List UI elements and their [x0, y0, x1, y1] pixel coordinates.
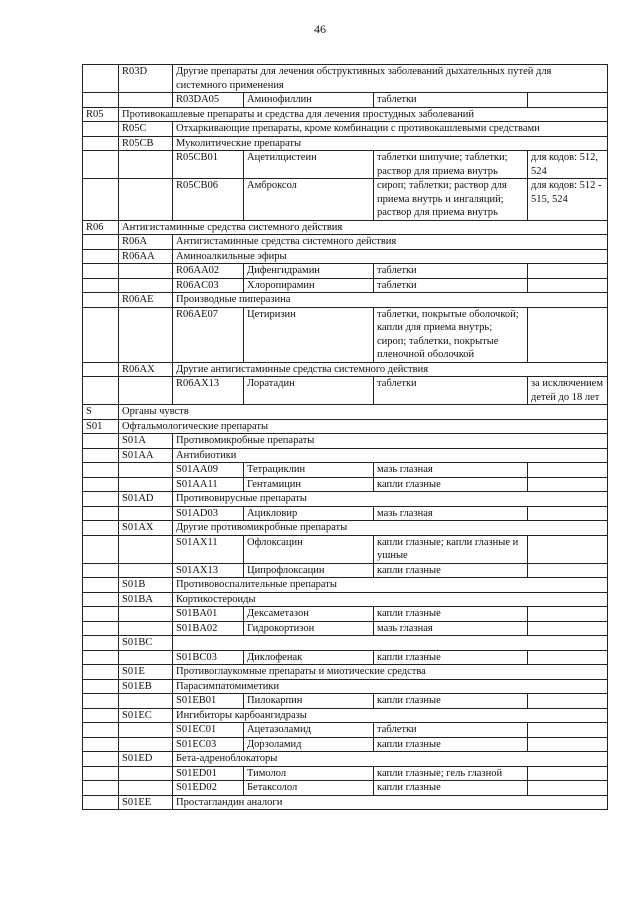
note-cell: [528, 621, 608, 636]
empty-cell: [83, 362, 119, 377]
empty-cell: [83, 752, 119, 767]
subgroup-code-cell: R05C: [119, 122, 173, 137]
drug-name-cell: Гентамицин: [244, 477, 374, 492]
subgroup-description-cell: Кортикостероиды: [173, 592, 608, 607]
table-row: [83, 405, 608, 420]
note-cell: [528, 307, 608, 362]
subgroup-code-cell: R05CB: [119, 136, 173, 151]
empty-cell: [83, 795, 119, 810]
table-row: [83, 621, 608, 636]
subgroup-code-cell: S01EC: [119, 708, 173, 723]
empty-cell: [119, 535, 173, 563]
empty-cell: [83, 766, 119, 781]
note-cell: [528, 766, 608, 781]
note-cell: [528, 563, 608, 578]
table-row: [83, 362, 608, 377]
empty-cell: [119, 650, 173, 665]
table-row: [83, 723, 608, 738]
dosage-form-cell: капли глазные: [374, 607, 528, 622]
drug-name-cell: Пилокарпин: [244, 694, 374, 709]
subgroup-description-cell: Муколитические препараты: [173, 136, 608, 151]
empty-cell: [83, 607, 119, 622]
dosage-form-cell: мазь глазная: [374, 506, 528, 521]
empty-cell: [119, 93, 173, 108]
atc-code-cell: R06AX13: [173, 377, 244, 405]
page-number: 46: [314, 22, 326, 36]
subgroup-code-cell: S01E: [119, 665, 173, 680]
table-row: [83, 122, 608, 137]
dosage-form-cell: капли глазные: [374, 781, 528, 796]
subgroup-description-cell: Другие антигистаминные средства системного действия: [173, 362, 608, 377]
atc-code-cell: S01ED01: [173, 766, 244, 781]
table-row: [83, 752, 608, 767]
atc-code-cell: S01BC03: [173, 650, 244, 665]
subgroup-description-cell: Антибиотики: [173, 448, 608, 463]
drug-name-cell: Тимолол: [244, 766, 374, 781]
empty-cell: [83, 636, 119, 651]
drug-name-cell: Диклофенак: [244, 650, 374, 665]
atc-code-cell: S01EC03: [173, 737, 244, 752]
empty-cell: [119, 607, 173, 622]
table-row: [83, 578, 608, 593]
drug-name-cell: Дексаметазон: [244, 607, 374, 622]
subgroup-code-cell: S01BA: [119, 592, 173, 607]
empty-cell: [83, 122, 119, 137]
subgroup-code-cell: R06A: [119, 235, 173, 250]
subgroup-code-cell: S01B: [119, 578, 173, 593]
drug-name-cell: Гидрокортизон: [244, 621, 374, 636]
note-cell: [528, 607, 608, 622]
empty-cell: [83, 723, 119, 738]
empty-cell: [83, 179, 119, 221]
table-row: [83, 377, 608, 405]
empty-cell: [83, 151, 119, 179]
class-code-cell: R05: [83, 107, 119, 122]
table-row: [83, 492, 608, 507]
atc-code-cell: S01AX11: [173, 535, 244, 563]
subgroup-code-cell: S01A: [119, 434, 173, 449]
subgroup-code-cell: R06AA: [119, 249, 173, 264]
empty-cell: [119, 781, 173, 796]
table-row: [83, 151, 608, 179]
subgroup-description-cell: Противомикробные препараты: [173, 434, 608, 449]
table-row: [83, 592, 608, 607]
empty-cell: [119, 278, 173, 293]
empty-cell: [83, 235, 119, 250]
empty-cell: [83, 463, 119, 478]
dosage-form-cell: таблетки: [374, 278, 528, 293]
drug-name-cell: Ацетилцистеин: [244, 151, 374, 179]
dosage-form-cell: сироп; таблетки; раствор для приема внутрь и ингаляций; раствор для приема внутрь: [374, 179, 528, 221]
subgroup-description-cell: [173, 636, 608, 651]
subgroup-code-cell: S01AX: [119, 521, 173, 536]
empty-cell: [83, 506, 119, 521]
drug-name-cell: Хлоропирамин: [244, 278, 374, 293]
subgroup-code-cell: S01EE: [119, 795, 173, 810]
drug-name-cell: Лоратадин: [244, 377, 374, 405]
subgroup-description-cell: Отхаркивающие препараты, кроме комбинации с противокашлевыми средствами: [173, 122, 608, 137]
table-row: [83, 463, 608, 478]
table-row: [83, 636, 608, 651]
subgroup-code-cell: S01AA: [119, 448, 173, 463]
subgroup-description-cell: Противовирусные препараты: [173, 492, 608, 507]
class-description-cell: Офтальмологические препараты: [119, 419, 608, 434]
atc-code-cell: S01ED02: [173, 781, 244, 796]
table-body: [83, 65, 608, 810]
empty-cell: [83, 592, 119, 607]
drug-name-cell: Ципрофлоксацин: [244, 563, 374, 578]
empty-cell: [83, 650, 119, 665]
empty-cell: [83, 307, 119, 362]
empty-cell: [83, 93, 119, 108]
note-cell: [528, 93, 608, 108]
subgroup-description-cell: Противоглаукомные препараты и миотические средства: [173, 665, 608, 680]
drug-name-cell: Ацетазоламид: [244, 723, 374, 738]
atc-code-cell: R06AC03: [173, 278, 244, 293]
note-cell: [528, 694, 608, 709]
table-row: [83, 766, 608, 781]
note-cell: [528, 278, 608, 293]
table-row: [83, 708, 608, 723]
atc-code-cell: R03DA05: [173, 93, 244, 108]
table-row: [83, 679, 608, 694]
empty-cell: [119, 723, 173, 738]
empty-cell: [83, 492, 119, 507]
table-row: [83, 235, 608, 250]
class-description-cell: Органы чувств: [119, 405, 608, 420]
subgroup-description-cell: Аминоалкильные эфиры: [173, 249, 608, 264]
subgroup-description-cell: Производные пиперазина: [173, 293, 608, 308]
table-row: [83, 264, 608, 279]
note-cell: [528, 535, 608, 563]
drug-name-cell: Аминофиллин: [244, 93, 374, 108]
dosage-form-cell: капли глазные: [374, 477, 528, 492]
note-cell: [528, 264, 608, 279]
dosage-form-cell: капли глазные: [374, 563, 528, 578]
drug-name-cell: Тетрациклин: [244, 463, 374, 478]
subgroup-code-cell: S01AD: [119, 492, 173, 507]
subgroup-code-cell: R06AX: [119, 362, 173, 377]
subgroup-description-cell: Противовоспалительные препараты: [173, 578, 608, 593]
empty-cell: [119, 264, 173, 279]
empty-cell: [119, 307, 173, 362]
note-cell: для кодов: 512 - 515, 524: [528, 179, 608, 221]
empty-cell: [119, 179, 173, 221]
subgroup-code-cell: S01EB: [119, 679, 173, 694]
dosage-form-cell: капли глазные; гель глазной: [374, 766, 528, 781]
empty-cell: [119, 563, 173, 578]
note-cell: для кодов: 512, 524: [528, 151, 608, 179]
empty-cell: [83, 434, 119, 449]
subgroup-description-cell: Бета-адреноблокаторы: [173, 752, 608, 767]
empty-cell: [119, 477, 173, 492]
subgroup-code-cell: R03D: [119, 65, 173, 93]
empty-cell: [83, 377, 119, 405]
empty-cell: [83, 737, 119, 752]
atc-code-cell: R05CB06: [173, 179, 244, 221]
dosage-form-cell: мазь глазная: [374, 621, 528, 636]
empty-cell: [119, 737, 173, 752]
empty-cell: [83, 136, 119, 151]
empty-cell: [119, 766, 173, 781]
table-row: [83, 650, 608, 665]
table-row: [83, 179, 608, 221]
empty-cell: [119, 463, 173, 478]
class-code-cell: R06: [83, 220, 119, 235]
table-row: [83, 136, 608, 151]
subgroup-description-cell: Антигистаминные средства системного действия: [173, 235, 608, 250]
empty-cell: [83, 708, 119, 723]
dosage-form-cell: таблетки: [374, 377, 528, 405]
class-code-cell: S: [83, 405, 119, 420]
table-row: [83, 307, 608, 362]
empty-cell: [83, 448, 119, 463]
note-cell: [528, 650, 608, 665]
class-description-cell: Противокашлевые препараты и средства для лечения простудных заболеваний: [119, 107, 608, 122]
empty-cell: [83, 679, 119, 694]
drug-name-cell: Цетиризин: [244, 307, 374, 362]
atc-code-cell: S01AX13: [173, 563, 244, 578]
note-cell: за исключением детей до 18 лет: [528, 377, 608, 405]
empty-cell: [83, 781, 119, 796]
subgroup-description-cell: Парасимпатомиметики: [173, 679, 608, 694]
empty-cell: [83, 477, 119, 492]
empty-cell: [83, 535, 119, 563]
subgroup-description-cell: Простагландин аналоги: [173, 795, 608, 810]
table-row: [83, 506, 608, 521]
table-row: [83, 563, 608, 578]
note-cell: [528, 463, 608, 478]
empty-cell: [83, 521, 119, 536]
note-cell: [528, 737, 608, 752]
atc-code-cell: S01BA01: [173, 607, 244, 622]
table-row: [83, 293, 608, 308]
dosage-form-cell: таблетки: [374, 723, 528, 738]
table-row: [83, 249, 608, 264]
table-row: [83, 434, 608, 449]
table-row: [83, 795, 608, 810]
empty-cell: [83, 65, 119, 93]
note-cell: [528, 477, 608, 492]
table-row: [83, 65, 608, 93]
table-row: [83, 278, 608, 293]
empty-cell: [83, 293, 119, 308]
table-row: [83, 521, 608, 536]
atc-code-cell: S01EC01: [173, 723, 244, 738]
dosage-form-cell: капли глазные: [374, 737, 528, 752]
empty-cell: [83, 621, 119, 636]
atc-code-cell: S01BA02: [173, 621, 244, 636]
empty-cell: [119, 621, 173, 636]
drug-name-cell: Ацикловир: [244, 506, 374, 521]
table-row: [83, 448, 608, 463]
empty-cell: [119, 694, 173, 709]
atc-code-cell: R05CB01: [173, 151, 244, 179]
note-cell: [528, 506, 608, 521]
empty-cell: [83, 278, 119, 293]
dosage-form-cell: капли глазные: [374, 694, 528, 709]
drug-name-cell: Офлоксацин: [244, 535, 374, 563]
class-code-cell: S01: [83, 419, 119, 434]
note-cell: [528, 723, 608, 738]
table-row: [83, 107, 608, 122]
drug-name-cell: Дифенгидрамин: [244, 264, 374, 279]
atc-code-cell: R06AA02: [173, 264, 244, 279]
empty-cell: [83, 578, 119, 593]
class-description-cell: Антигистаминные средства системного действия: [119, 220, 608, 235]
table-row: [83, 781, 608, 796]
empty-cell: [83, 264, 119, 279]
table-row: [83, 737, 608, 752]
empty-cell: [83, 563, 119, 578]
dosage-form-cell: мазь глазная: [374, 463, 528, 478]
table-row: [83, 665, 608, 680]
table-row: [83, 607, 608, 622]
dosage-form-cell: таблетки шипучие; таблетки; раствор для приема внутрь: [374, 151, 528, 179]
subgroup-description-cell: Другие препараты для лечения обструктивных заболеваний дыхательных путей для системного применения: [173, 65, 608, 93]
table-row: [83, 477, 608, 492]
empty-cell: [83, 665, 119, 680]
subgroup-description-cell: Ингибиторы карбоангидразы: [173, 708, 608, 723]
table-row: [83, 419, 608, 434]
empty-cell: [83, 249, 119, 264]
empty-cell: [119, 151, 173, 179]
atc-code-cell: R06AE07: [173, 307, 244, 362]
drug-name-cell: Бетаксолол: [244, 781, 374, 796]
subgroup-code-cell: S01BC: [119, 636, 173, 651]
table-row: [83, 220, 608, 235]
drug-name-cell: Амброксол: [244, 179, 374, 221]
drug-name-cell: Дорзоламид: [244, 737, 374, 752]
empty-cell: [83, 694, 119, 709]
empty-cell: [119, 377, 173, 405]
atc-code-cell: S01AD03: [173, 506, 244, 521]
table-row: [83, 694, 608, 709]
drug-classification-table: [82, 64, 608, 810]
dosage-form-cell: капли глазные; капли глазные и ушные: [374, 535, 528, 563]
atc-code-cell: S01AA09: [173, 463, 244, 478]
dosage-form-cell: таблетки, покрытые оболочкой; капли для приема внутрь; сироп; таблетки, покрытые пленочной оболочкой: [374, 307, 528, 362]
table-row: [83, 535, 608, 563]
atc-code-cell: S01AA11: [173, 477, 244, 492]
atc-code-cell: S01EB01: [173, 694, 244, 709]
empty-cell: [119, 506, 173, 521]
dosage-form-cell: капли глазные: [374, 650, 528, 665]
subgroup-description-cell: Другие противомикробные препараты: [173, 521, 608, 536]
table-row: [83, 93, 608, 108]
note-cell: [528, 781, 608, 796]
subgroup-code-cell: R06AE: [119, 293, 173, 308]
dosage-form-cell: таблетки: [374, 93, 528, 108]
dosage-form-cell: таблетки: [374, 264, 528, 279]
subgroup-code-cell: S01ED: [119, 752, 173, 767]
